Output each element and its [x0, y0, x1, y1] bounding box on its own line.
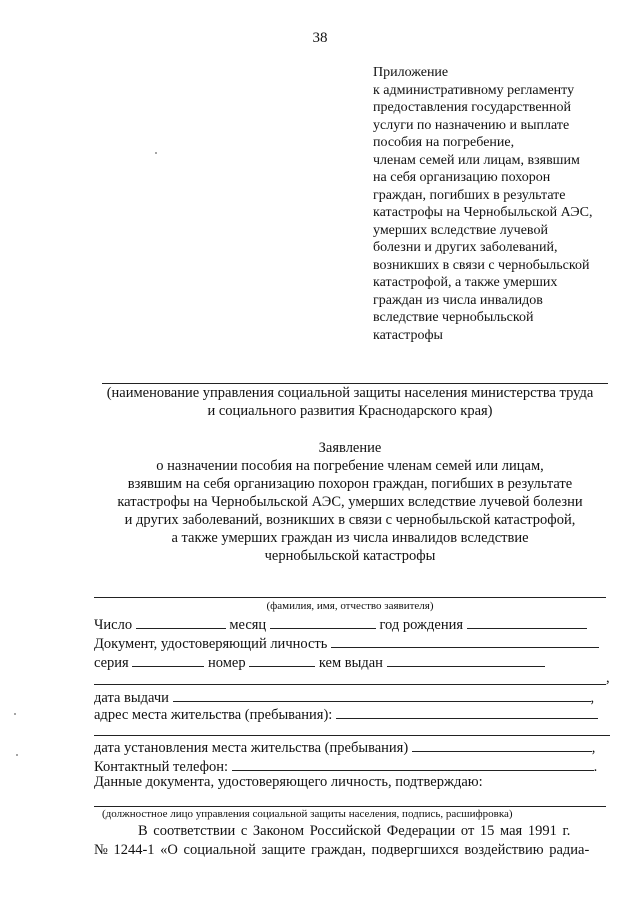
appendix-line: болезни и других заболеваний, [373, 240, 558, 255]
issue-date-label: дата выдачи [94, 690, 169, 706]
appendix-line: Приложение [373, 65, 449, 80]
appendix-line: вследствие чернобыльской [373, 310, 534, 325]
statement-line: и других заболеваний, возникших в связи с чернобыльской катастрофой, [124, 512, 576, 528]
scan-speck [16, 754, 18, 756]
phone-field[interactable] [232, 757, 594, 771]
comma: , [606, 670, 610, 686]
appendix-line: граждан из числа инвалидов [373, 292, 543, 308]
body-text-line1: В соответствии с Законом Российской Федерации от 15 мая 1991 г. [138, 823, 571, 839]
statement-line: а также умерших граждан из числа инвалидов вследствие [171, 530, 529, 546]
appendix-line: членам семей или лицам, взявшим [373, 152, 580, 168]
appendix-line: умерших вследствие лучевой [373, 222, 548, 238]
body-text-line2: № 1244-1 «О социальной защите граждан, подвергшихся воздействию радиа- [94, 842, 590, 858]
statement-line: катастрофы на Чернобыльской АЭС, умерших вследствие лучевой болезни [117, 494, 583, 510]
period: . [593, 759, 598, 775]
address-date-row [94, 738, 595, 757]
statement-line: о назначении пособия на погребение членам семей или лицам, [156, 458, 544, 474]
number-label: номер [207, 655, 246, 671]
official-signature-line[interactable] [94, 806, 606, 807]
issued-by-field[interactable] [387, 653, 545, 667]
comma: , [591, 740, 596, 756]
authority-caption-line1: (наименование управления социальной защиты населения министерства труда [106, 385, 594, 401]
appendix-line: катастрофы на Чернобыльской АЭС, [373, 205, 593, 220]
appendix-line: катастрофы [373, 327, 443, 343]
series-field[interactable] [132, 653, 204, 667]
birth-year-field[interactable] [467, 615, 587, 629]
issued-by-continuation[interactable] [94, 684, 606, 685]
day-field[interactable] [136, 615, 226, 629]
address-field[interactable] [336, 705, 598, 719]
address-date-field[interactable] [412, 738, 592, 752]
id-document-label: Документ, удостоверяющий личность [94, 636, 328, 652]
series-label: серия [94, 655, 129, 671]
day-label: Число [94, 617, 133, 633]
appendix-line: предоставления государственной [373, 100, 572, 115]
appendix-line: возникших в связи с чернобыльской [373, 257, 590, 273]
scan-speck [155, 152, 157, 154]
statement-title: Заявление [318, 440, 382, 456]
birth-date-row [94, 615, 587, 634]
address-row [94, 705, 598, 724]
applicant-name-line[interactable] [94, 597, 606, 598]
month-label: месяц [229, 617, 267, 633]
id-document-row [94, 634, 599, 653]
confirm-label: Данные документа, удостоверяющего личность, подтверждаю: [94, 774, 483, 790]
appendix-block [373, 64, 592, 344]
appendix-line: на себя организацию похорон [373, 170, 551, 185]
appendix-line: услуги по назначению и выплате [373, 117, 570, 133]
appendix-line: катастрофой, а также умерших [373, 275, 558, 290]
confirm-row [94, 774, 483, 791]
statement-line: чернобыльской катастрофы [264, 548, 436, 564]
phone-label: Контактный телефон: [94, 759, 229, 775]
statement-line: взявшим на себя организацию похорон граждан, погибших в результате [127, 476, 573, 492]
month-field[interactable] [270, 615, 376, 629]
issued-by-label: кем выдан [318, 655, 383, 671]
scan-speck [14, 713, 16, 715]
appendix-line: граждан, погибших в результате [373, 187, 566, 203]
birth-year-label: год рождения [379, 617, 464, 633]
address-continuation[interactable] [94, 735, 610, 736]
applicant-name-caption: (фамилия, имя, отчество заявителя) [266, 600, 434, 612]
number-field[interactable] [249, 653, 315, 667]
issue-date-field[interactable] [173, 688, 591, 702]
official-caption: (должностное лицо управления социальной защиты населения, подпись, расшифровка) [102, 808, 513, 820]
appendix-line: к административному регламенту [373, 82, 575, 98]
authority-caption-line2: и социального развития Краснодарского края) [207, 403, 493, 419]
authority-name-line[interactable] [102, 383, 608, 384]
series-number-row [94, 653, 545, 672]
appendix-line: пособия на погребение, [373, 135, 515, 150]
address-label: адрес места жительства (пребывания): [94, 707, 333, 723]
comma: , [590, 690, 595, 706]
id-document-field[interactable] [331, 634, 599, 648]
address-date-label: дата установления места жительства (пребывания) [94, 740, 409, 756]
page-number: 38 [312, 30, 328, 46]
